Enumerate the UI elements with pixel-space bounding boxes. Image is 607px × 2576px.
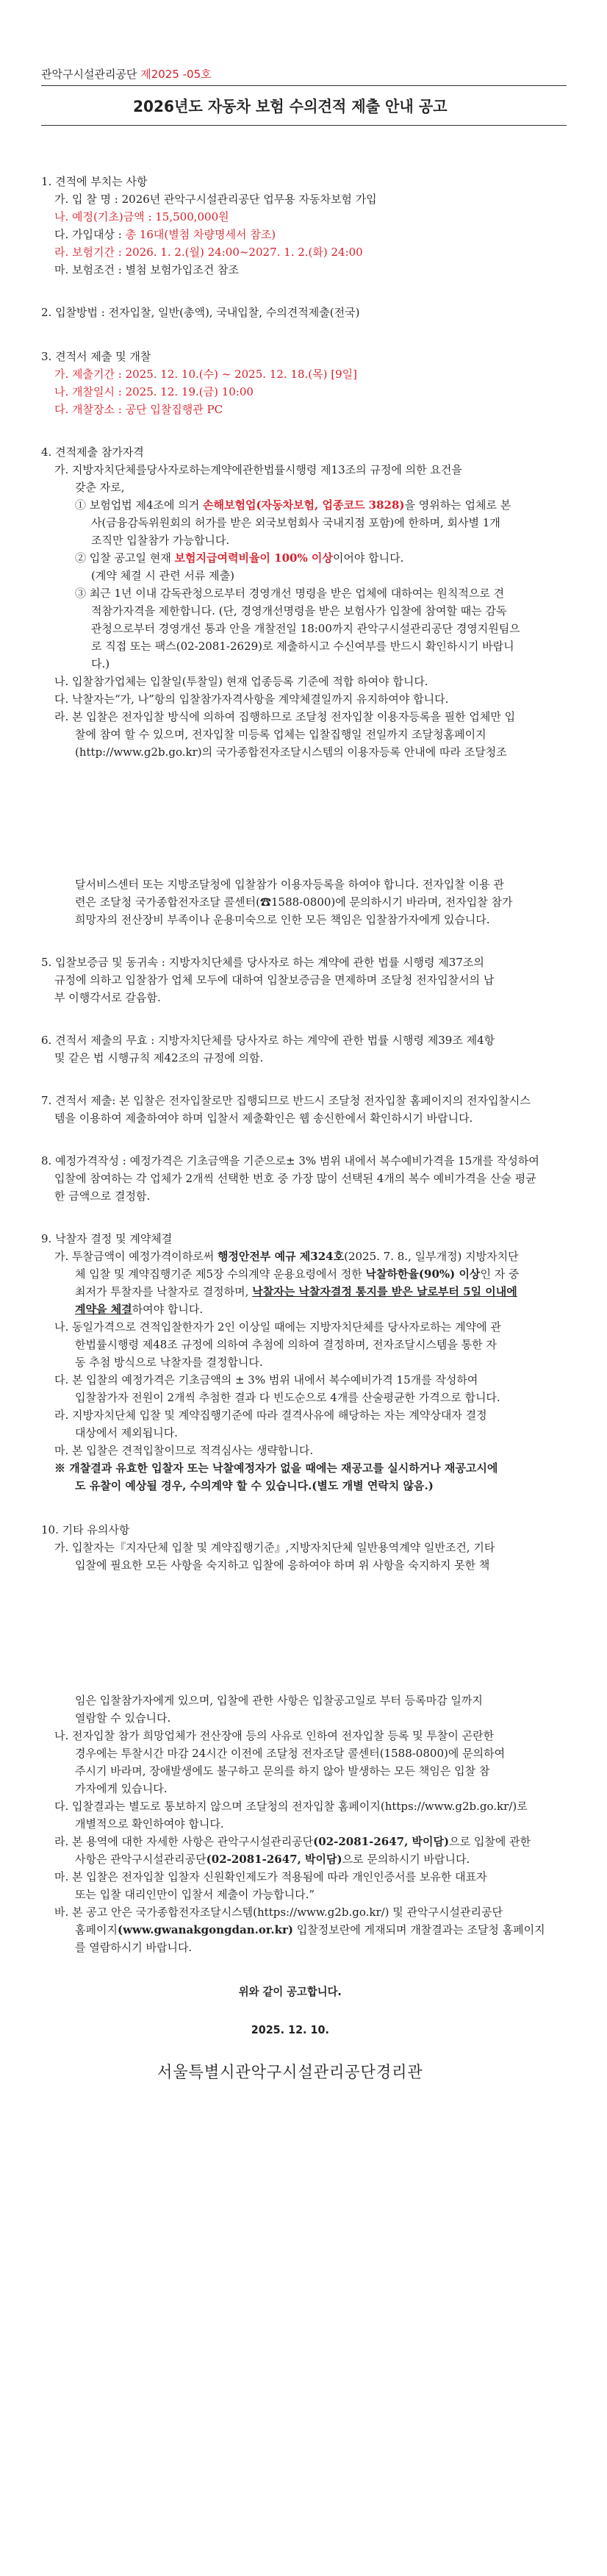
item-e-bidding-line-5: 련은 조달청 국가종합전자조달 콜센터(☎1588-0800)에 문의하시기 바라며, 전자입찰 참가 [75, 895, 513, 909]
item-insurance-period: 라. 보험기간 : 2026. 1. 2.(월) 24:00~2027. 1. 2.(화) 24:00 [54, 246, 363, 259]
note-item-b-line-4: 가자에게 있습니다. [75, 1782, 168, 1795]
note-item-f-line-2: 홈페이지(www.gwanakgongdan.or.kr) 입찰정보란에 게재되며 개찰결과는 조달청 홈페이지 [75, 1923, 545, 1936]
qualification-1-line-3: 조직만 입찰참가 가능합니다. [91, 534, 230, 547]
qualification-3-line-4: 로 직접 또는 팩스(02-2081-2629)로 제출하시고 수신여부를 반드시 확인하시기 바랍니 [91, 640, 514, 653]
qualification-1-line-2: 사(금융감독위원회의 허가를 받은 외국보험회사 국내지점 포함)에 한하며, 회사별 1개 [91, 516, 500, 529]
section-10-heading: 10. 기타 유의사항 [41, 1523, 130, 1536]
note-item-a-line-4: 열람할 수 있습니다. [75, 1711, 171, 1725]
signature-authority: 서울특별시관악구시설관리공단경리관 [157, 2064, 423, 2082]
section-7-line-2: 템을 이용하여 제출하여야 하며 입찰서 제출확인은 웹 송신한에서 확인하시기 바랍니다. [54, 1112, 473, 1125]
item-e-bidding-line-6: 희망자의 전산장비 부족이나 운용미숙으로 인한 모든 책임은 입찰참가자에게 있습니다. [75, 913, 490, 926]
rebid-note: ※ 개찰결과 유효한 입찰자 또는 낙찰예정자가 없을 때에는 재공고를 실시하거나 재공고시에 [54, 1461, 498, 1475]
note-item-c-line-2: 개별적으로 확인하여야 합니다. [75, 1817, 224, 1831]
section-9-heading: 9. 낙찰자 결정 및 계약체결 [41, 1232, 173, 1245]
section-8-heading: 8. 예정가격작성 : 예정가격은 기초금액을 기준으로± 3% 범위 내에서 복수예비가격을 15개를 작성하여 [41, 1154, 539, 1167]
section-6-heading: 6. 견적서 제출의 무효 : 지방자치단체를 당사자로 하는 계약에 관한 법률 시행령 제39조 제4항 [41, 1034, 495, 1047]
item-bid-name: 가. 입 찰 명 : 2026년 관악구시설관리공단 업무용 자동차보험 가입 [54, 193, 377, 206]
closing-statement: 위와 같이 공고합니다. [238, 1985, 342, 1998]
qualification-intro: 가. 지방자치단체를당사자로하는계약에관한법률시행령 제13조의 규정에 의한 요건을 [54, 463, 462, 476]
section-3-heading: 3. 견적서 제출 및 개찰 [41, 350, 151, 363]
qualification-1: ① 보험업법 제4조에 의거 손해보험업(자동차보험, 업종코드 3828)을 영위하는 업체로 본 [75, 498, 511, 512]
item-opening-datetime: 나. 개찰일시 : 2025. 12. 19.(금) 10:00 [54, 385, 254, 398]
item-opening-place: 다. 개찰장소 : 공단 입찰집행관 PC [54, 403, 223, 416]
note-item-d-line-2: 사항은 관악구시설관리공단(02-2081-2647, 박이담)으로 문의하시기 바랍니다. [75, 1853, 470, 1866]
section-8-line-2: 입찰에 참여하는 각 업체가 2개씩 선택한 번호 중 가장 많이 선택된 4개의 복수 예비가격을 산술 평균 [54, 1172, 536, 1185]
vehicle-count: 총 16대(별첨 차량명세서 참조) [125, 228, 276, 241]
award-item-b: 나. 동일가격으로 견적입찰한자가 2인 이상일 때에는 지방자치단체를 당사자로하는 계약에 관 [54, 1320, 501, 1334]
doc-header [41, 68, 212, 81]
award-item-b-line-3: 동 추첨 방식으로 낙찰자를 결정합니다. [75, 1356, 263, 1369]
item-industry-registration: 나. 입찰참가업체는 입찰일(투찰일) 현재 업종등록 기준에 적합 하여야 합니다. [54, 675, 428, 688]
item-estimated-amount: 나. 예정(기초)금액 : 15,500,000원 [54, 210, 229, 223]
note-item-a-line-2: 입찰에 필요한 모든 사항을 숙지하고 입찰에 응하여야 하며 위 사항을 숙지하지 못한 책 [75, 1559, 490, 1572]
award-item-e: 마. 본 입찰은 견적입찰이므로 적격심사는 생략합니다. [54, 1444, 314, 1457]
item-e-bidding-line-3: (http://www.g2b.go.kr)의 국가종합전자조달시스템의 이용자등록 안내에 따라 조달청조 [75, 745, 507, 759]
note-item-a: 가. 입찰자는『지자단체 입찰 및 계약집행기준』,지방자치단체 일반용역계약 일반조건, 기타 [54, 1541, 495, 1554]
page-title: 2026년도 자동차 보험 수의견적 제출 안내 공고 [133, 98, 448, 115]
award-item-a-line-3: 최저가 투찰자를 낙찰자로 결정하며, 낙찰자는 낙찰자결정 통지를 받은 날로부터 5일 이내에 [75, 1285, 517, 1298]
note-item-f-line-3: 를 열람하시기 바랍니다. [75, 1941, 193, 1954]
section-2-heading: 2. 입찰방법 : 전자입찰, 일반(총액), 국내입찰, 수의견적제출(전국) [41, 306, 360, 319]
item-insurance-terms: 마. 보험조건 : 별첨 보험가입조건 참조 [54, 263, 240, 276]
doc-number: 제2025 -05호 [140, 68, 212, 81]
note-item-b: 나. 전자입찰 참가 희망업체가 전산장애 등의 사유로 인하여 전자입찰 등록 및 투찰이 곤란한 [54, 1729, 495, 1742]
qualification-2-line-2: (계약 체결 시 관련 서류 제출) [91, 569, 234, 582]
note-item-a-line-3: 임은 입찰참가자에게 있으며, 입찰에 관한 사항은 입찰공고일로 부터 등록마감 일까지 [75, 1694, 483, 1707]
qualification-intro-cont: 갖춘 자로, [75, 481, 125, 494]
item-e-bidding-line-2: 찰에 참여 할 수 있으며, 전자입찰 미등록 업체는 입찰집행일 전일까지 조달청홈페이지 [75, 728, 486, 741]
section-5-line-2: 규정에 의하고 입찰참가 업체 모두에 대하여 입찰보증금을 면제하며 조달청 전자입찰서의 납 [54, 973, 495, 987]
note-item-e-line-2: 또는 입찰 대리인만이 입찰서 제출이 가능합니다.” [75, 1888, 315, 1901]
note-item-d: 라. 본 용역에 대한 자세한 사항은 관악구시설관리공단(02-2081-2647, 박이담)으로 입찰에 관한 [54, 1835, 531, 1848]
section-5-heading: 5. 입찰보증금 및 동귀속 : 지방자치단체를 당사자로 하는 계약에 관한 법률 시행령 제37조의 [41, 956, 484, 969]
item-e-bidding: 라. 본 입찰은 전자입찰 방식에 의하여 집행하므로 조달청 전자입찰 이용자등록을 필한 업체만 입 [54, 710, 516, 723]
award-item-a: 가. 투찰금액이 예정가격이하로써 행정안전부 예규 제324호(2025. 7. 8., 일부개정) 지방자치단 [54, 1250, 519, 1263]
section-5-line-3: 부 이행각서로 갈음함. [54, 991, 161, 1004]
announcement-date: 2025. 12. 10. [251, 2023, 329, 2036]
award-item-a-line-2: 체 입찰 및 계약집행기준 제5장 수의계약 운용요령에서 정한 낙찰하한율(90%) 이상인 자 중 [75, 1267, 520, 1281]
item-maintain-qualification: 다. 낙찰자는“가, 나”항의 입찰참가자격사항을 계약체결일까지 유지하여야 합니다. [54, 693, 449, 706]
qualification-3: ③ 최근 1년 이내 감독관청으로부터 경영개선 명령을 받은 업체에 대하여는 원칙적으로 견 [75, 587, 505, 600]
note-item-b-line-2: 경우에는 투찰시간 마감 24시간 이전에 조달청 전자조달 콜센터(1588-0800)에 문의하여 [75, 1747, 506, 1760]
award-item-b-line-2: 한법률시행령 제48조 규정에 의하여 추첨에 의하여 결정하며, 전자조달시스템을 통한 자 [75, 1338, 497, 1351]
award-item-d: 라. 지방자치단체 입찰 및 계약집행기준에 따라 결격사유에 해당하는 자는 계약상대자 결정 [54, 1409, 487, 1422]
note-item-b-line-3: 주시기 바라며, 장애발생에도 불구하고 문의를 하지 않아 발생하는 모든 책임은 입찰 참 [75, 1764, 490, 1778]
qualification-3-line-5: 다.) [91, 657, 110, 670]
title-rule [41, 125, 567, 126]
section-8-line-3: 한 금액으로 결정함. [54, 1189, 151, 1203]
header-rule [41, 85, 567, 86]
award-item-c-line-2: 입찰참가자 전원이 2개씩 추첨한 결과 다 빈도순으로 4개를 산술평균한 가격으로 합니다. [75, 1391, 500, 1404]
qualification-3-line-2: 적참가자격을 제한합니다. (단, 경영개선명령을 받은 보험사가 입찰에 참여할 때는 감독 [91, 604, 507, 618]
item-submission-period: 가. 제출기간 : 2025. 12. 10.(수) ~ 2025. 12. 18.(목) [9일] [54, 368, 357, 381]
qualification-2: ② 입찰 공고일 현재 보험지급여력비율이 100% 이상이어야 합니다. [75, 551, 404, 565]
section-6-line-2: 및 같은 법 시행규칙 제42조의 규정에 의함. [54, 1051, 264, 1065]
note-item-c: 다. 입찰결과는 별도로 통보하지 않으며 조달청의 전자입찰 홈페이지(https://www.g2b.go.kr/)로 [54, 1800, 528, 1813]
note-item-e: 마. 본 입찰은 전자입찰 입찰자 신원확인제도가 적용됨에 따라 개인인증서를 보유한 대표자 [54, 1870, 487, 1883]
org-name: 관악구시설관리공단 [41, 68, 137, 81]
qualification-3-line-3: 관청으로부터 경영개선 통과 안을 개찰전일 18:00까지 관악구시설관리공단 경영지원팀으 [91, 622, 520, 635]
section-7-heading: 7. 견적서 제출: 본 입찰은 전자입찰로만 집행되므로 반드시 조달청 전자입찰 홈페이지의 전자입찰시스 [41, 1094, 531, 1107]
note-item-f: 바. 본 공고 안은 국가종합전자조달시스템(https://www.g2b.go.kr/) 및 관악구시설관리공단 [54, 1906, 503, 1919]
section-4-heading: 4. 견적제출 참가자격 [41, 446, 144, 459]
rebid-note-line-2: 도 유찰이 예상될 경우, 수의계약 할 수 있습니다.(별도 개별 연락치 않음.) [75, 1479, 434, 1492]
award-item-c: 다. 본 입찰의 예정가격은 기초금액의 ± 3% 범위 내에서 복수예비가격 15개를 작성하여 [54, 1373, 478, 1387]
award-item-a-line-4: 계약을 체결하여야 합니다. [75, 1303, 204, 1316]
section-1-heading: 1. 견적에 부치는 사항 [41, 175, 148, 188]
item-e-bidding-line-4: 달서비스센터 또는 지방조달청에 입찰참가 이용자등록을 하여야 합니다. 전자입찰 이용 관 [75, 878, 504, 891]
award-item-d-line-2: 대상에서 제외됩니다. [75, 1426, 178, 1439]
item-coverage-target: 다. 가입대상 : 총 16대(별첨 차량명세서 참조) [54, 228, 276, 241]
